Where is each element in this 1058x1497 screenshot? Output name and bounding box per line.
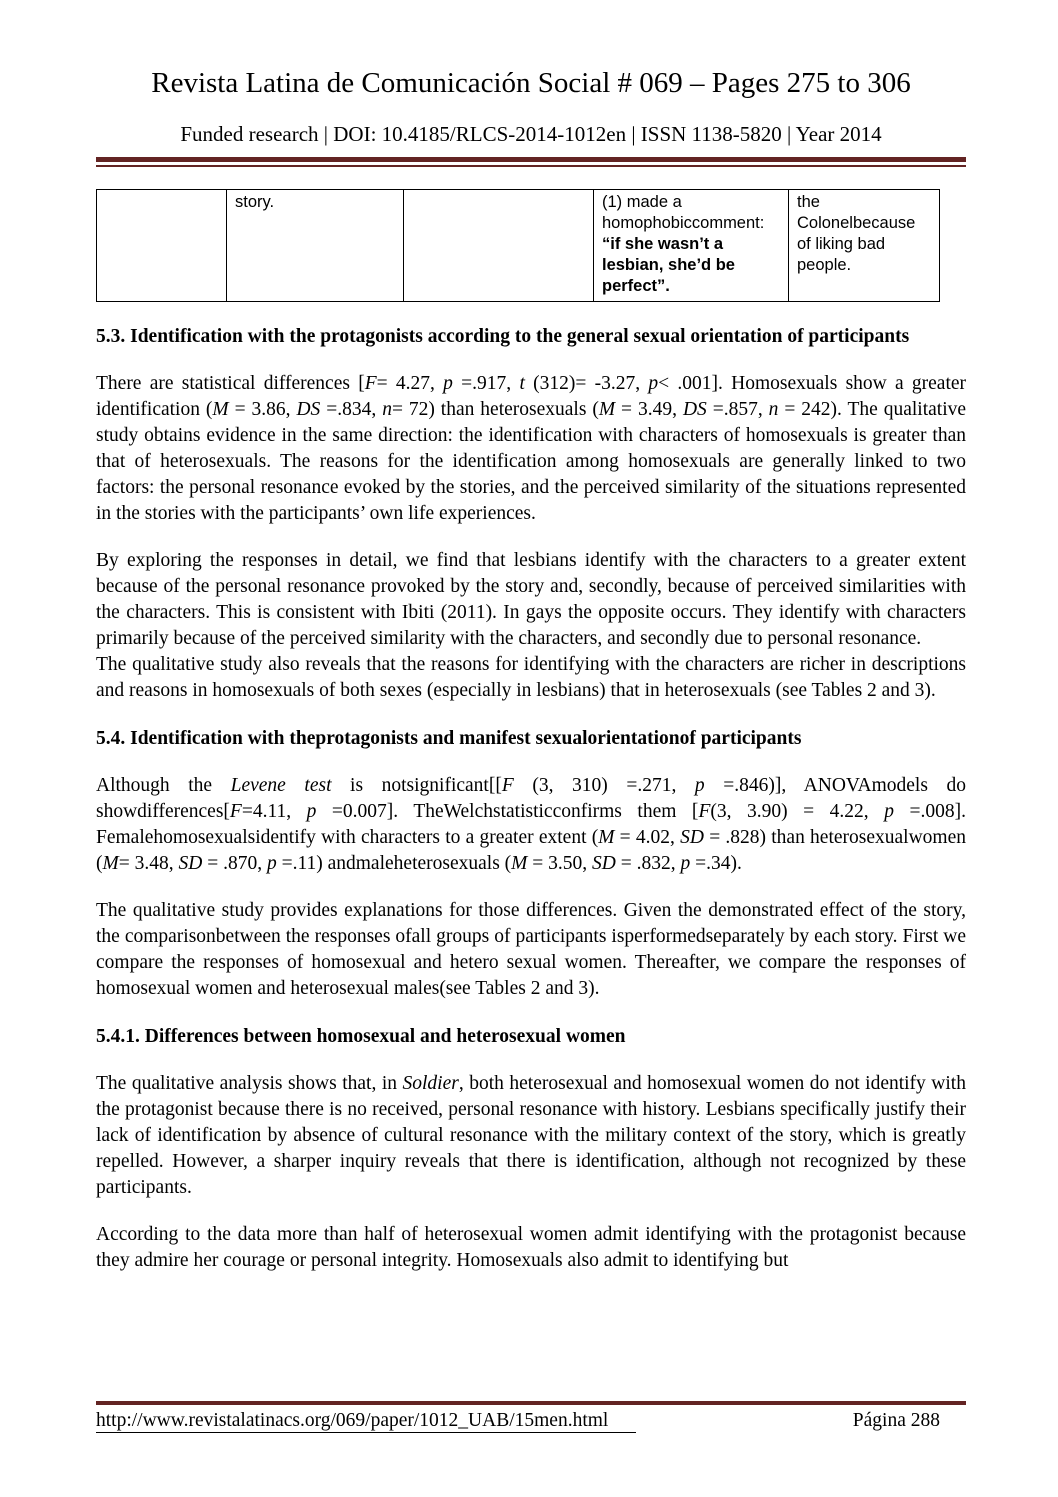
continued-table bbox=[96, 189, 940, 302]
footer-rule bbox=[96, 1401, 966, 1405]
table-cell-story: story. bbox=[227, 190, 404, 302]
paragraph: According to the data more than half of heterosexual women admit identifying with the protagonist because they admire her courage or personal integrity. Homosexuals also admit to identifying but bbox=[96, 1224, 966, 1272]
paragraph: By exploring the responses in detail, we find that lesbians identify with the characters to a greater extent because of the personal resonance provoked by the story and, secondly, because of perceived similarities with the characters. This is consistent with Ibiti (2011). In gays the opposite occurs. They identify with characters primarily because of the perceived similarity with the characters, and secondly due to personal resonance. bbox=[96, 550, 966, 650]
table-row bbox=[97, 190, 940, 302]
footer-url-link[interactable]: http://www.revistalatinacs.org/069/paper/1012_UAB/15men.html bbox=[96, 1410, 636, 1433]
page-footer bbox=[96, 1401, 966, 1433]
paragraph: The qualitative study provides explanations for those differences. Given the demonstrated effect of the story, the comparisonbetween the responses ofall groups of participants isperformedseparately by each story. First we compare the responses of homosexual and hetero sexual women. Thereafter, we compare the responses of homosexual women and heterosexual males(see Tables 2 and 3). bbox=[96, 900, 966, 1000]
section-5-3-heading: 5.3. Identification with the protagonists according to the general sexual orientation of participants bbox=[96, 326, 910, 348]
table-cell-quote: (1) made a homophobiccomment: “if she wasn’t a lesbian, she’d be perfect”. bbox=[594, 190, 789, 302]
journal-header bbox=[96, 65, 966, 167]
table-cell-colonel: the Colonelbecause of liking bad people. bbox=[789, 190, 940, 302]
section-5-4-heading: 5.4. Identification with theprotagonists and manifest sexualorientationof participants bbox=[96, 728, 802, 750]
header-double-rule bbox=[96, 157, 966, 167]
paragraph: The qualitative study also reveals that the reasons for identifying with the characters are richer in descriptions and reasons in homosexuals of both sexes (especially in lesbians) that in heterosexuals (see Tables 2 and 3). bbox=[96, 654, 966, 702]
paragraph: There are statistical differences [F= 4.27, p =.917, t (312)= -3.27, p< .001]. Homosexuals show a greater identification (M = 3.86, DS =.834, n= 72) than heterosexuals (M = 3.49, DS =.857, n = 242). The qualitative study obtains evidence in the same direction: the identification with characters of homosexuals is greater than that of heterosexuals. The reasons for the identification among homosexuals are generally linked to two factors: the personal resonance evoked by the stories, and the perceived similarity of the situations represented in the stories with the participants’ own life experiences. bbox=[96, 373, 967, 525]
section-5-4-1-heading: 5.4.1. Differences between homosexual and heterosexual women bbox=[96, 1026, 626, 1048]
table-cell-3-empty bbox=[404, 190, 594, 302]
table-cell-1-empty bbox=[97, 190, 227, 302]
page-number: Página 288 bbox=[852, 1410, 940, 1431]
journal-title: Revista Latina de Comunicación Social # 069 – Pages 275 to 306 bbox=[151, 67, 911, 100]
paragraph: The qualitative analysis shows that, in Soldier, both heterosexual and homosexual women do not identify with the protagonist because there is no received, personal resonance with history. Lesbians specifically justify their lack of identification by absence of cultural resonance with the military context of the story, which is greatly repelled. However, a sharper inquiry reveals that there is identification, although not recognized by these participants. bbox=[96, 1073, 966, 1199]
paragraph: Although the Levene test is notsignificant[[F (3, 310) =.271, p =.846)], ANOVAmodels do showdifferences[F=4.11, p =0.007]. TheWelchstatisticconfirms them [F(3, 3.90) = 4.22, p =.008]. Femalehomosexualsidentify with characters to a greater extent (M = 4.02, SD = .828) than heterosexualwomen (M= 3.48, SD = .870, p =.11) andmaleheterosexuals (M = 3.50, SD = .832, p =.34). bbox=[96, 775, 966, 875]
journal-subtitle: Funded research | DOI: 10.4185/RLCS-2014-1012en | ISSN 1138-5820 | Year 2014 bbox=[180, 122, 882, 147]
